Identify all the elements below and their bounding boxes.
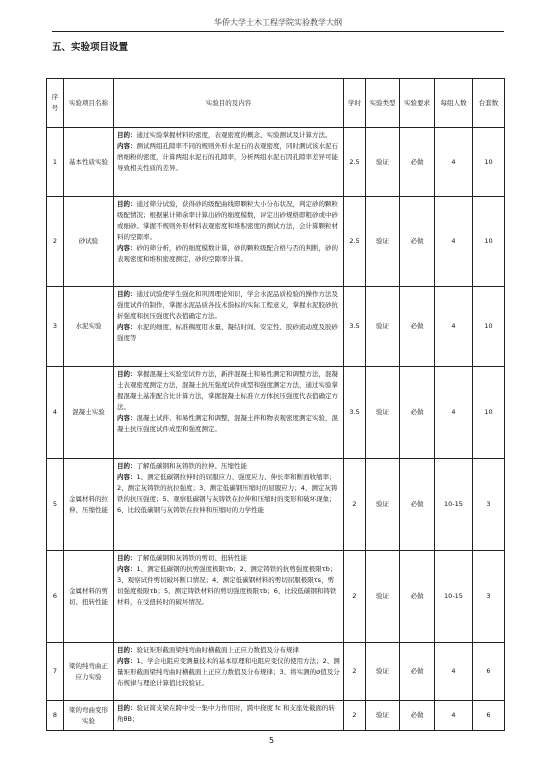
header-divider [52,31,504,32]
row-name: 基本性质实验 [64,128,114,197]
header-group-size: 每组人数 [435,79,473,128]
row-sets: 3 [473,551,505,643]
row-name: 梁的纯弯曲正应力实验 [64,643,114,701]
row-group-size: 4 [435,643,473,701]
row-group-size: 10-15 [435,459,473,551]
content-label: 内容： [117,323,137,331]
content-label: 内容： [117,244,137,252]
row-content [114,287,344,367]
row-hours: 2 [344,551,366,643]
row-sets: 10 [473,367,505,459]
row-sets: 6 [473,643,505,701]
goal-label: 目的： [117,200,137,208]
table-row [47,287,505,367]
content-text: 水泥的细度、标准稠度用水量、凝结时间、安定性、胶砂流动度及胶砂强度等 [117,323,338,342]
row-group-size: 4 [435,701,473,731]
content-label: 内容： [117,414,137,422]
row-name: 混凝土实验 [64,367,114,459]
row-name: 金属材料的剪切、扭转性能 [64,551,114,643]
row-seq: 5 [47,459,64,551]
content-label: 内容： [117,142,137,150]
goal-text: 了解低碳钢和灰铸铁的拉伸、压缩性能 [136,462,247,470]
content-text: 测试两组孔隙率不同的规则外形水泥石的表观密度，同时测试该水泥石磨细粉的密度，计算两组水泥石的孔隙率，分析两组水泥石因孔隙率差异可能导致相关性质的差异。 [117,142,338,172]
row-name: 金属材料的拉伸、压缩性能 [64,459,114,551]
row-seq: 4 [47,367,64,459]
row-sets: 10 [473,197,505,287]
row-requirement: 必做 [400,551,435,643]
table-row [47,459,505,551]
row-content [114,643,344,701]
content-text: 砂的筛分析，砂的细度模数计算，砂的颗粒级配合格与否的判断，砂的表观密度和堆积密度测定，砂的空隙率计算。 [117,244,338,263]
content-label: 内容： [117,565,137,573]
content-text: 1、测定低碳钢的抗剪强度极限τb；2、测定铸铁的抗剪强度极限τb；3、观察试件剪切破坏断口情况；4、测定低碳钢材料的剪切屈服极限τs，剪切强度极限τb；5、测定铸铁材料的剪切强度极限τb；6、比较低碳钢和铸铁材料，在受扭转时的破坏情况。 [117,565,337,606]
row-hours: 2 [344,643,366,701]
header-content: 实验目的及内容 [114,79,344,128]
row-type: 验证 [366,701,400,731]
goal-label: 目的： [117,462,137,470]
row-hours: 2 [344,459,366,551]
row-seq: 6 [47,551,64,643]
row-name: 梁的弯曲变形实验 [64,701,114,731]
table-row [47,367,505,459]
header-requirement: 实验要求 [400,79,435,128]
header-type: 实验类型 [366,79,400,128]
content-text: 1、测定低碳钢拉伸时的屈服应力、强度应力、伸长率和断面收缩率；2、测定灰铸铁的抗拉强度；3、测定低碳钢压缩时的屈服应力；4、测定灰铸铁的抗压强度；5、观察低碳钢与灰铸铁在拉伸和压缩时的变形和破坏现象；6、比较低碳钢与灰铸铁在拉伸和压缩时的力学性能 [117,473,338,514]
header-sets: 台套数 [473,79,505,128]
goal-label: 目的： [117,370,137,378]
row-group-size: 4 [435,197,473,287]
goal-label: 目的： [117,704,137,712]
table-header-row [47,79,505,128]
row-requirement: 必做 [400,459,435,551]
row-seq: 8 [47,701,64,731]
row-hours: 2.5 [344,197,366,287]
row-name: 水泥实验 [64,287,114,367]
row-content [114,197,344,287]
row-type: 验证 [366,643,400,701]
goal-text: 通过筛分试验，获得砂的级配曲线即颗粒大小分布状况，判定砂的颗粒级配情况；根据累计筛余率计算出砂的细度模数，评定出砂规格即粗砂或中砂或细砂。掌握不规则外形材料表观密度和堆积密度的测试方法，会计算颗粒材料的空隙率。 [117,200,338,241]
row-type: 验证 [366,287,400,367]
row-content [114,701,344,731]
row-requirement: 必做 [400,701,435,731]
goal-label: 目的： [117,290,137,298]
row-seq: 1 [47,128,64,197]
row-group-size: 4 [435,287,473,367]
row-content [114,367,344,459]
row-type: 验证 [366,459,400,551]
row-sets: 10 [473,287,505,367]
table-row [47,701,505,731]
row-seq: 3 [47,287,64,367]
row-hours: 2 [344,701,366,731]
row-group-size: 4 [435,128,473,197]
goal-text: 验证矩形截面梁纯弯曲时横截面上正应力数值及分布规律 [136,646,299,654]
row-group-size: 10-15 [435,551,473,643]
row-requirement: 必做 [400,367,435,459]
row-seq: 2 [47,197,64,287]
row-type: 验证 [366,197,400,287]
row-name: 砂试验 [64,197,114,287]
header-name: 实验项目名称 [64,79,114,128]
row-type: 验证 [366,551,400,643]
row-group-size: 4 [435,367,473,459]
goal-label: 目的： [117,554,137,562]
row-content [114,128,344,197]
table-row [47,643,505,701]
row-sets: 6 [473,701,505,731]
row-requirement: 必做 [400,197,435,287]
table-row [47,128,505,197]
goal-text: 验证简支梁在跨中受一集中力作用时，跨中挠度 fc 和支座处截面的转角θB； [117,704,335,723]
row-requirement: 必做 [400,643,435,701]
row-hours: 2.5 [344,128,366,197]
row-hours: 3.5 [344,287,366,367]
row-content [114,551,344,643]
goal-text: 掌握混凝土实验室试件方法，新拌混凝土和易性测定和调整方法，混凝土表观密度测定方法，混凝土抗压强度试件成型和强度测定方法，通过实验掌握混凝土基准配合比计算方法，掌握混凝土标准立方体抗压强度代表值确定方法。 [117,370,338,411]
header-hours: 学时 [344,79,366,128]
row-content [114,459,344,551]
row-type: 验证 [366,367,400,459]
row-hours: 3.5 [344,367,366,459]
content-text: 1、学会电阻应变测量技术的基本原理和电阻应变仪的使用方法；2、测量矩形截面梁纯弯曲时横截面上正应力数值及分布规律；3、将实测的σ值及分布规律与理论计算值比较验证。 [117,657,340,687]
section-title: 五、实验项目设置 [52,42,129,53]
row-seq: 7 [47,643,64,701]
header-seq: 序号 [47,79,64,128]
page-number: 5 [268,736,275,745]
row-requirement: 必做 [400,128,435,197]
table-row [47,551,505,643]
table-row [47,197,505,287]
goal-label: 目的： [117,131,137,139]
goal-text: 了解低碳钢和灰铸铁的剪切、扭转性能 [136,554,247,562]
row-sets: 10 [473,128,505,197]
document-header: 华侨大学土木工程学院实验教学大纲 [214,18,342,27]
goal-text: 通过试验使学生强化和巩固理论知识，学会水泥品质检验的操作方法及强度试件的制作，掌握水泥品质各技术指标的实际工程意义，掌握水泥胶砂抗折强度和抗压强度代表值确定方法。 [117,290,338,320]
content-label: 内容： [117,473,137,481]
goal-label: 目的： [117,646,137,654]
goal-text: 通过实验掌握材料的密度，表观密度的概念、实验测试及计算方法。 [136,131,332,139]
content-label: 内容： [117,657,137,665]
row-requirement: 必做 [400,287,435,367]
row-sets: 3 [473,459,505,551]
experiment-table [46,78,505,731]
row-type: 验证 [366,128,400,197]
content-text: 混凝土试拌、和易性测定和调整，混凝土拌和物表观密度测定实验，混凝土抗压强度试件成型和强度测定。 [117,414,338,433]
